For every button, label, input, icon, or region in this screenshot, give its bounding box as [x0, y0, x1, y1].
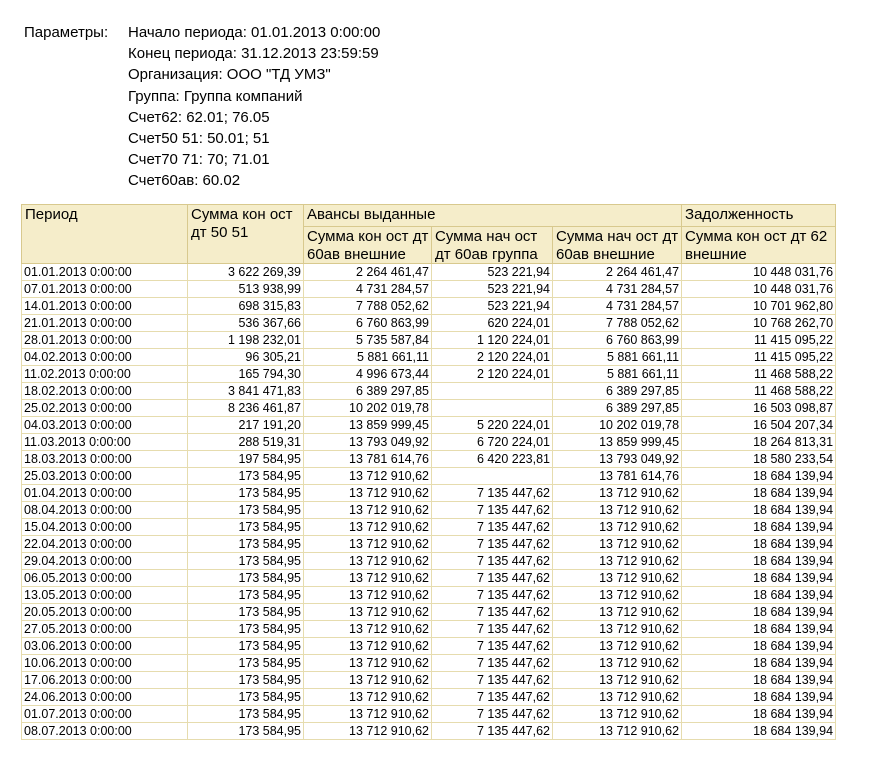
cell-adv-kon-ext: 4 996 673,44 [304, 366, 432, 383]
cell-adv-nach-group: 7 135 447,62 [432, 587, 553, 604]
cell-debt62-ext: 11 468 588,22 [682, 383, 836, 400]
table-row[interactable] [22, 621, 836, 638]
cell-adv-nach-ext: 6 389 297,85 [553, 383, 682, 400]
cell-debt62-ext: 18 684 139,94 [682, 468, 836, 485]
cell-debt62-ext: 18 684 139,94 [682, 519, 836, 536]
cell-debt62-ext: 18 684 139,94 [682, 706, 836, 723]
cell-adv-nach-ext: 13 712 910,62 [553, 485, 682, 502]
cell-adv-nach-ext: 13 712 910,62 [553, 502, 682, 519]
table-row[interactable] [22, 417, 836, 434]
cell-adv-kon-ext: 5 881 661,11 [304, 349, 432, 366]
table-row[interactable] [22, 723, 836, 740]
cell-adv-nach-ext: 13 712 910,62 [553, 689, 682, 706]
cell-sum-50-51: 217 191,20 [188, 417, 304, 434]
cell-adv-nach-group: 2 120 224,01 [432, 349, 553, 366]
cell-sum-50-51: 513 938,99 [188, 281, 304, 298]
cell-adv-nach-ext: 5 881 661,11 [553, 366, 682, 383]
cell-adv-kon-ext: 13 712 910,62 [304, 553, 432, 570]
cell-period: 25.02.2013 0:00:00 [22, 400, 188, 417]
cell-adv-kon-ext: 6 760 863,99 [304, 315, 432, 332]
cell-adv-nach-ext: 13 712 910,62 [553, 638, 682, 655]
cell-adv-kon-ext: 13 712 910,62 [304, 570, 432, 587]
cell-adv-nach-group [432, 383, 553, 400]
cell-period: 17.06.2013 0:00:00 [22, 672, 188, 689]
cell-sum-50-51: 197 584,95 [188, 451, 304, 468]
cell-debt62-ext: 10 448 031,76 [682, 264, 836, 281]
header-adv-kon-ext: Сумма кон ост дт 60ав внешние [304, 227, 432, 264]
table-row[interactable] [22, 519, 836, 536]
cell-adv-nach-group: 7 135 447,62 [432, 706, 553, 723]
header-adv-nach-ext: Сумма нач ост дт 60ав внешние [553, 227, 682, 264]
cell-debt62-ext: 18 684 139,94 [682, 536, 836, 553]
cell-adv-nach-ext: 13 712 910,62 [553, 706, 682, 723]
cell-sum-50-51: 173 584,95 [188, 723, 304, 740]
cell-adv-nach-ext: 10 202 019,78 [553, 417, 682, 434]
cell-adv-nach-ext: 13 712 910,62 [553, 655, 682, 672]
cell-adv-nach-group: 7 135 447,62 [432, 485, 553, 502]
cell-period: 04.03.2013 0:00:00 [22, 417, 188, 434]
cell-period: 11.03.2013 0:00:00 [22, 434, 188, 451]
cell-adv-nach-ext: 6 389 297,85 [553, 400, 682, 417]
cell-adv-kon-ext: 6 389 297,85 [304, 383, 432, 400]
cell-adv-kon-ext: 13 793 049,92 [304, 434, 432, 451]
cell-adv-nach-ext: 6 760 863,99 [553, 332, 682, 349]
cell-debt62-ext: 18 684 139,94 [682, 502, 836, 519]
cell-adv-nach-group: 7 135 447,62 [432, 689, 553, 706]
table-row[interactable] [22, 570, 836, 587]
table-row[interactable] [22, 349, 836, 366]
parameters-label: Параметры: [24, 24, 109, 41]
cell-debt62-ext: 10 768 262,70 [682, 315, 836, 332]
cell-adv-kon-ext: 13 712 910,62 [304, 485, 432, 502]
table-body [22, 264, 836, 740]
table-row[interactable] [22, 451, 836, 468]
table-row[interactable] [22, 434, 836, 451]
cell-sum-50-51: 173 584,95 [188, 536, 304, 553]
cell-adv-nach-group: 7 135 447,62 [432, 638, 553, 655]
table-row[interactable] [22, 332, 836, 349]
cell-sum-50-51: 173 584,95 [188, 689, 304, 706]
cell-adv-nach-group: 1 120 224,01 [432, 332, 553, 349]
cell-adv-nach-group: 7 135 447,62 [432, 519, 553, 536]
cell-period: 29.04.2013 0:00:00 [22, 553, 188, 570]
cell-sum-50-51: 173 584,95 [188, 621, 304, 638]
cell-sum-50-51: 173 584,95 [188, 553, 304, 570]
table-row[interactable] [22, 706, 836, 723]
table-row[interactable] [22, 485, 836, 502]
cell-adv-nach-group [432, 400, 553, 417]
cell-adv-nach-ext: 4 731 284,57 [553, 281, 682, 298]
cell-adv-kon-ext: 13 712 910,62 [304, 723, 432, 740]
cell-sum-50-51: 698 315,83 [188, 298, 304, 315]
cell-sum-50-51: 173 584,95 [188, 587, 304, 604]
table-row[interactable] [22, 400, 836, 417]
cell-adv-nach-group: 7 135 447,62 [432, 655, 553, 672]
cell-adv-nach-group: 5 220 224,01 [432, 417, 553, 434]
cell-period: 22.04.2013 0:00:00 [22, 536, 188, 553]
header-advances-group: Авансы выданные [304, 205, 682, 227]
cell-adv-kon-ext: 13 712 910,62 [304, 587, 432, 604]
cell-adv-nach-ext: 2 264 461,47 [553, 264, 682, 281]
cell-sum-50-51: 96 305,21 [188, 349, 304, 366]
table-row[interactable] [22, 553, 836, 570]
cell-adv-nach-group: 7 135 447,62 [432, 604, 553, 621]
cell-debt62-ext: 18 684 139,94 [682, 485, 836, 502]
cell-adv-nach-ext: 13 712 910,62 [553, 604, 682, 621]
cell-adv-nach-ext: 13 712 910,62 [553, 570, 682, 587]
param-account-50-51: Счет50 51: 50.01; 51 [128, 129, 270, 147]
cell-sum-50-51: 173 584,95 [188, 570, 304, 587]
cell-period: 08.04.2013 0:00:00 [22, 502, 188, 519]
cell-period: 18.02.2013 0:00:00 [22, 383, 188, 400]
cell-adv-nach-ext: 13 859 999,45 [553, 434, 682, 451]
cell-adv-nach-ext: 13 712 910,62 [553, 621, 682, 638]
table-row[interactable] [22, 536, 836, 553]
table-row[interactable] [22, 264, 836, 281]
cell-period: 11.02.2013 0:00:00 [22, 366, 188, 383]
cell-debt62-ext: 18 264 813,31 [682, 434, 836, 451]
table-row[interactable] [22, 655, 836, 672]
cell-sum-50-51: 288 519,31 [188, 434, 304, 451]
cell-adv-kon-ext: 13 712 910,62 [304, 604, 432, 621]
cell-adv-kon-ext: 13 712 910,62 [304, 689, 432, 706]
cell-adv-nach-group: 7 135 447,62 [432, 570, 553, 587]
header-debt-group: Задолженность [682, 205, 836, 227]
table-row[interactable] [22, 604, 836, 621]
cell-adv-kon-ext: 10 202 019,78 [304, 400, 432, 417]
cell-sum-50-51: 173 584,95 [188, 485, 304, 502]
cell-adv-kon-ext: 13 712 910,62 [304, 655, 432, 672]
cell-period: 25.03.2013 0:00:00 [22, 468, 188, 485]
cell-period: 03.06.2013 0:00:00 [22, 638, 188, 655]
cell-debt62-ext: 18 684 139,94 [682, 553, 836, 570]
cell-adv-nach-ext: 13 712 910,62 [553, 587, 682, 604]
cell-sum-50-51: 165 794,30 [188, 366, 304, 383]
cell-adv-kon-ext: 13 712 910,62 [304, 621, 432, 638]
cell-period: 14.01.2013 0:00:00 [22, 298, 188, 315]
cell-period: 01.07.2013 0:00:00 [22, 706, 188, 723]
header-adv-nach-group: Сумма нач ост дт 60ав группа [432, 227, 553, 264]
table-row[interactable] [22, 281, 836, 298]
table-row[interactable] [22, 638, 836, 655]
table-row[interactable] [22, 383, 836, 400]
cell-adv-nach-group: 523 221,94 [432, 298, 553, 315]
param-account-62: Счет62: 62.01; 76.05 [128, 108, 270, 126]
cell-adv-nach-group: 7 135 447,62 [432, 672, 553, 689]
table-row[interactable] [22, 315, 836, 332]
param-account-70-71: Счет70 71: 70; 71.01 [128, 151, 270, 169]
cell-sum-50-51: 173 584,95 [188, 655, 304, 672]
param-account-60av: Счет60ав: 60.02 [128, 172, 241, 190]
cell-period: 28.01.2013 0:00:00 [22, 332, 188, 349]
cell-debt62-ext: 18 684 139,94 [682, 723, 836, 740]
cell-adv-nach-ext: 13 712 910,62 [553, 672, 682, 689]
cell-adv-nach-group: 523 221,94 [432, 264, 553, 281]
cell-adv-nach-group: 7 135 447,62 [432, 536, 553, 553]
cell-adv-nach-group: 523 221,94 [432, 281, 553, 298]
report-table-viewport[interactable] [21, 204, 834, 758]
param-group: Группа: Группа компаний [128, 87, 303, 105]
header-debt62-ext: Сумма кон ост дт 62 внешние [682, 227, 836, 264]
cell-adv-nach-group: 6 420 223,81 [432, 451, 553, 468]
cell-sum-50-51: 173 584,95 [188, 604, 304, 621]
cell-adv-kon-ext: 13 859 999,45 [304, 417, 432, 434]
cell-adv-nach-ext: 13 793 049,92 [553, 451, 682, 468]
cell-debt62-ext: 11 415 095,22 [682, 349, 836, 366]
table-header [22, 205, 836, 264]
cell-adv-nach-ext: 13 712 910,62 [553, 519, 682, 536]
cell-debt62-ext: 10 701 962,80 [682, 298, 836, 315]
parameters-list [128, 22, 380, 192]
cell-sum-50-51: 173 584,95 [188, 706, 304, 723]
param-period-end: Конец периода: 31.12.2013 23:59:59 [128, 45, 379, 63]
cell-period: 15.04.2013 0:00:00 [22, 519, 188, 536]
cell-period: 20.05.2013 0:00:00 [22, 604, 188, 621]
cell-adv-kon-ext: 13 712 910,62 [304, 536, 432, 553]
cell-adv-kon-ext: 13 712 910,62 [304, 502, 432, 519]
cell-debt62-ext: 18 684 139,94 [682, 655, 836, 672]
cell-adv-nach-ext: 7 788 052,62 [553, 315, 682, 332]
cell-debt62-ext: 11 468 588,22 [682, 366, 836, 383]
cell-period: 18.03.2013 0:00:00 [22, 451, 188, 468]
cell-sum-50-51: 536 367,66 [188, 315, 304, 332]
cell-adv-nach-group: 7 135 447,62 [432, 502, 553, 519]
cell-adv-nach-ext: 4 731 284,57 [553, 298, 682, 315]
cell-adv-nach-group: 7 135 447,62 [432, 621, 553, 638]
cell-period: 07.01.2013 0:00:00 [22, 281, 188, 298]
cell-adv-nach-group: 6 720 224,01 [432, 434, 553, 451]
cell-sum-50-51: 173 584,95 [188, 638, 304, 655]
cell-adv-kon-ext: 13 712 910,62 [304, 468, 432, 485]
cell-adv-nach-group: 620 224,01 [432, 315, 553, 332]
cell-debt62-ext: 18 684 139,94 [682, 604, 836, 621]
cell-period: 21.01.2013 0:00:00 [22, 315, 188, 332]
cell-debt62-ext: 16 504 207,34 [682, 417, 836, 434]
table-row[interactable] [22, 298, 836, 315]
cell-sum-50-51: 173 584,95 [188, 672, 304, 689]
header-period: Период [22, 205, 188, 264]
cell-adv-kon-ext: 13 712 910,62 [304, 706, 432, 723]
cell-debt62-ext: 16 503 098,87 [682, 400, 836, 417]
cell-adv-kon-ext: 13 781 614,76 [304, 451, 432, 468]
cell-adv-nach-group [432, 468, 553, 485]
table-row[interactable] [22, 587, 836, 604]
cell-period: 06.05.2013 0:00:00 [22, 570, 188, 587]
cell-adv-kon-ext: 4 731 284,57 [304, 281, 432, 298]
cell-sum-50-51: 8 236 461,87 [188, 400, 304, 417]
cell-adv-nach-group: 2 120 224,01 [432, 366, 553, 383]
param-organization: Организация: ООО "ТД УМЗ" [128, 66, 331, 84]
cell-debt62-ext: 18 684 139,94 [682, 638, 836, 655]
cell-debt62-ext: 10 448 031,76 [682, 281, 836, 298]
cell-adv-nach-ext: 5 881 661,11 [553, 349, 682, 366]
cell-debt62-ext: 18 684 139,94 [682, 587, 836, 604]
cell-adv-kon-ext: 13 712 910,62 [304, 672, 432, 689]
cell-adv-kon-ext: 13 712 910,62 [304, 519, 432, 536]
cell-adv-nach-ext: 13 712 910,62 [553, 723, 682, 740]
cell-debt62-ext: 18 580 233,54 [682, 451, 836, 468]
cell-period: 08.07.2013 0:00:00 [22, 723, 188, 740]
cell-adv-kon-ext: 13 712 910,62 [304, 638, 432, 655]
table-row[interactable] [22, 468, 836, 485]
cell-sum-50-51: 3 622 269,39 [188, 264, 304, 281]
cell-adv-nach-ext: 13 712 910,62 [553, 553, 682, 570]
cell-adv-nach-group: 7 135 447,62 [432, 723, 553, 740]
table-row[interactable] [22, 366, 836, 383]
cell-period: 04.02.2013 0:00:00 [22, 349, 188, 366]
cell-debt62-ext: 18 684 139,94 [682, 570, 836, 587]
cell-adv-nach-ext: 13 712 910,62 [553, 536, 682, 553]
cell-debt62-ext: 11 415 095,22 [682, 332, 836, 349]
cell-period: 01.04.2013 0:00:00 [22, 485, 188, 502]
cell-sum-50-51: 173 584,95 [188, 519, 304, 536]
cell-period: 10.06.2013 0:00:00 [22, 655, 188, 672]
cell-debt62-ext: 18 684 139,94 [682, 689, 836, 706]
cell-debt62-ext: 18 684 139,94 [682, 621, 836, 638]
cell-sum-50-51: 173 584,95 [188, 502, 304, 519]
cell-period: 27.05.2013 0:00:00 [22, 621, 188, 638]
cell-period: 24.06.2013 0:00:00 [22, 689, 188, 706]
cell-sum-50-51: 173 584,95 [188, 468, 304, 485]
cell-period: 13.05.2013 0:00:00 [22, 587, 188, 604]
header-sum-50-51: Сумма кон ост дт 50 51 [188, 205, 304, 264]
cell-adv-kon-ext: 2 264 461,47 [304, 264, 432, 281]
table-row[interactable] [22, 689, 836, 706]
table-row[interactable] [22, 502, 836, 519]
report-table [21, 204, 836, 740]
cell-sum-50-51: 1 198 232,01 [188, 332, 304, 349]
cell-adv-nach-ext: 13 781 614,76 [553, 468, 682, 485]
cell-period: 01.01.2013 0:00:00 [22, 264, 188, 281]
cell-sum-50-51: 3 841 471,83 [188, 383, 304, 400]
cell-adv-nach-group: 7 135 447,62 [432, 553, 553, 570]
param-period-start: Начало периода: 01.01.2013 0:00:00 [128, 24, 381, 41]
table-row[interactable] [22, 672, 836, 689]
cell-debt62-ext: 18 684 139,94 [682, 672, 836, 689]
cell-adv-kon-ext: 5 735 587,84 [304, 332, 432, 349]
cell-adv-kon-ext: 7 788 052,62 [304, 298, 432, 315]
